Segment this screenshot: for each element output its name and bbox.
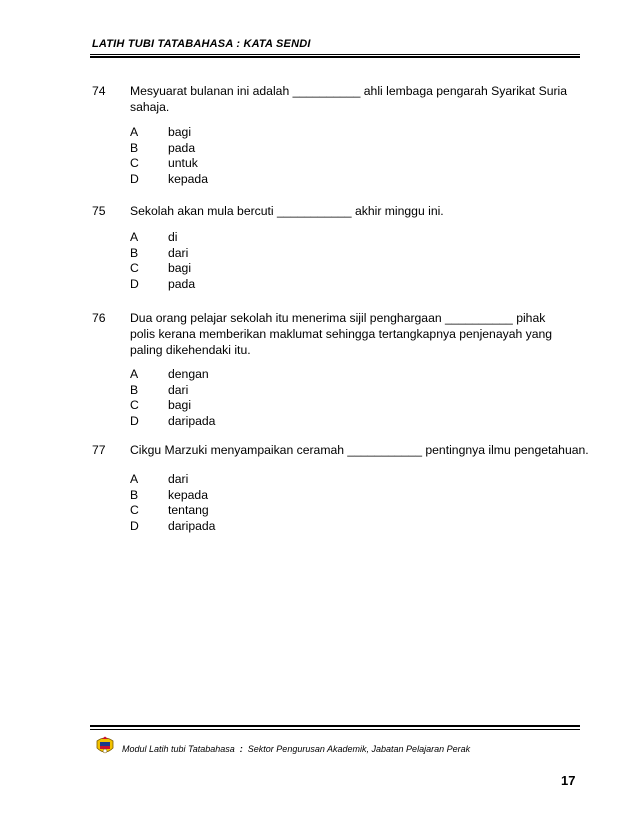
option-text: dari: [168, 382, 189, 397]
option-letter: A: [130, 125, 139, 139]
question-text: Sekolah akan mula bercuti ___________ akhir minggu ini.: [130, 204, 444, 218]
option-text: tentang: [168, 503, 209, 517]
option-text: pada: [168, 140, 196, 155]
question-number: 74: [92, 84, 106, 98]
question-number: 77: [92, 443, 106, 457]
option-text: bagi: [168, 261, 192, 275]
option-letter: A: [130, 230, 139, 244]
option-text: kepada: [168, 171, 208, 186]
header-rule-thick: [90, 56, 580, 58]
state-crest-logo: [94, 735, 116, 757]
option-text: dengan: [168, 367, 209, 381]
option-letter: D: [130, 171, 139, 186]
option-text: bagi: [168, 125, 192, 139]
footer-right-text: Sektor Pengurusan Akademik, Jabatan Pelajaran Perak: [247, 744, 471, 754]
header-rule-thin: [90, 54, 580, 55]
option-text: daripada: [168, 413, 216, 428]
option-text: bagi: [168, 398, 192, 412]
option-letter: D: [130, 276, 139, 291]
option-letter: D: [130, 413, 139, 428]
option-letter: C: [130, 261, 139, 275]
option-text: pada: [168, 276, 196, 291]
option-letter: B: [130, 487, 139, 502]
option-text: dari: [168, 472, 189, 486]
option-text: kepada: [168, 487, 208, 502]
footer-caption: [122, 744, 470, 754]
option-letter: C: [130, 503, 139, 517]
option-text: daripada: [168, 518, 216, 533]
option-letter: D: [130, 518, 139, 533]
question-text: Dua orang pelajar sekolah itu menerima sijil penghargaan __________ pihak polis kerana memberikan maklumat sehingga tertangkapnya penjenayah yang paling dikehendaki itu.: [130, 311, 553, 357]
option-letter: A: [130, 472, 139, 486]
option-text: dari: [168, 245, 189, 260]
question-number: 75: [92, 204, 106, 218]
option-letter: C: [130, 156, 139, 170]
header-title: LATIH TUBI TATABAHASA : KATA SENDI: [92, 38, 311, 50]
option-text: untuk: [168, 156, 198, 170]
option-letter: A: [130, 367, 139, 381]
option-text: di: [168, 230, 178, 244]
footer-separator: :: [239, 744, 243, 754]
footer-rule-thick: [90, 725, 580, 727]
footer-left-text: Modul Latih tubi Tatabahasa: [122, 744, 235, 754]
footer-rule-thin: [90, 729, 580, 730]
question-text: Mesyuarat bulanan ini adalah __________ ahli lembaga pengarah Syarikat Suria sahaja.: [130, 84, 568, 114]
option-letter: B: [130, 245, 139, 260]
option-letter: B: [130, 140, 139, 155]
option-letter: C: [130, 398, 139, 412]
page-number: 17: [561, 773, 576, 788]
question-number: 76: [92, 311, 106, 325]
option-letter: B: [130, 382, 139, 397]
question-text: Cikgu Marzuki menyampaikan ceramah ___________ pentingnya ilmu pengetahuan.: [130, 443, 589, 457]
